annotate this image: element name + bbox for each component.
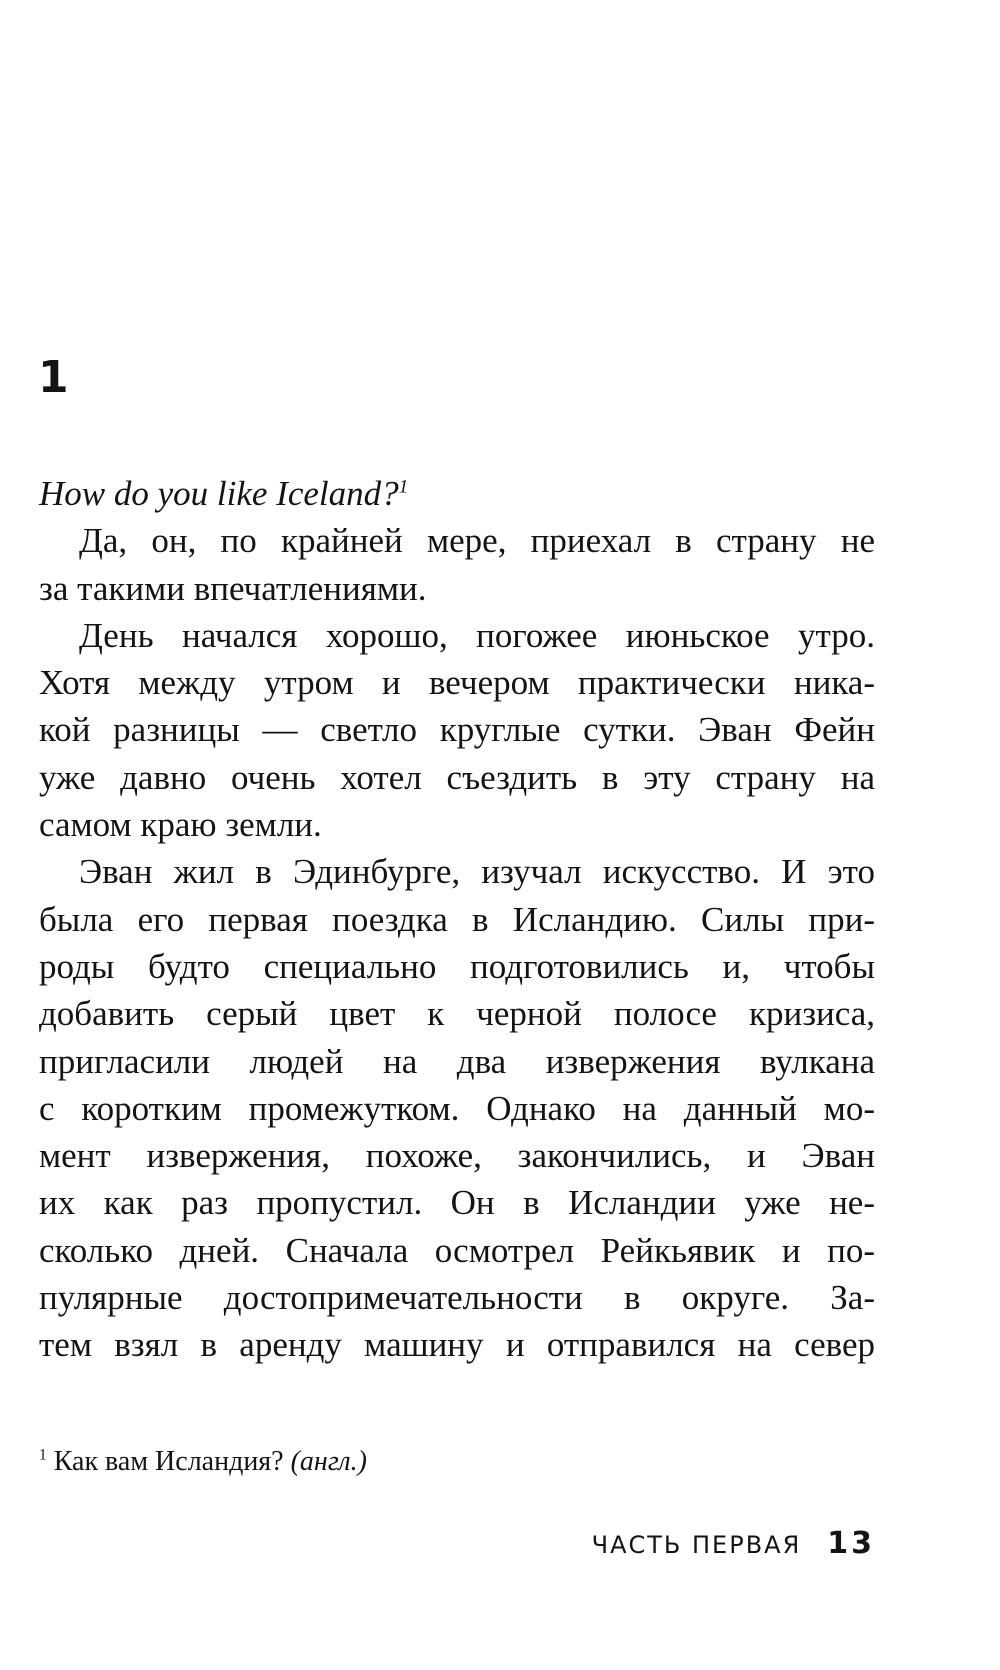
text-line: кой разницы — светло круглые сутки. Эван Фейн: [39, 710, 875, 750]
epigraph-text: How do you like Iceland?: [39, 474, 399, 513]
body-text: [39, 470, 875, 1369]
text-line: была его первая поездка в Исландию. Силы при-: [39, 899, 875, 939]
text-line: пулярные достопримечательности в округе. За-: [39, 1278, 875, 1318]
text-line: добавить серый цвет к черной полосе кризиса,: [39, 994, 875, 1034]
paragraph: [39, 517, 875, 612]
text-line: роды будто специально подготовились и, чтобы: [39, 946, 875, 986]
text-line: за такими впечатлениями.: [39, 568, 427, 608]
text-line: их как раз пропустил. Он в Исландии уже не-: [39, 1183, 875, 1223]
chapter-number: 1: [38, 352, 69, 403]
text-line: Да, он, по крайней мере, приехал в страну не: [79, 521, 875, 561]
text-line: тем взял в аренду машину и отправился на север: [39, 1325, 875, 1365]
text-line: День начался хорошо, погожее июньское утро.: [79, 615, 875, 655]
footnote-language: (англ.): [290, 1446, 367, 1477]
paragraph: [39, 612, 875, 848]
text-line: пригласили людей на два извержения вулкана: [39, 1041, 875, 1081]
text-line: с коротким промежутком. Однако на данный мо-: [39, 1088, 875, 1128]
footnote: [39, 1444, 875, 1480]
section-title: ЧАСТЬ ПЕРВАЯ: [591, 1531, 802, 1559]
text-line: сколько дней. Сначала осмотрел Рейкьявик и по-: [39, 1230, 875, 1270]
text-line: Хотя между утром и вечером практически ника-: [39, 663, 875, 703]
text-line: самом краю земли.: [39, 805, 322, 845]
text-line: Эван жил в Эдинбурге, изучал искусство. И это: [79, 852, 875, 892]
paragraph: [39, 848, 875, 1368]
running-footer: [592, 1526, 875, 1561]
page-number: 13: [827, 1526, 875, 1561]
text-line: мент извержения, похоже, закончились, и Эван: [39, 1136, 875, 1176]
epigraph: [39, 470, 875, 517]
footnote-text: Как вам Исландия?: [53, 1446, 284, 1477]
text-line: уже давно очень хотел съездить в эту страну на: [39, 757, 875, 797]
footnote-marker: 1: [39, 1446, 47, 1464]
footnote-reference[interactable]: 1: [398, 476, 409, 498]
